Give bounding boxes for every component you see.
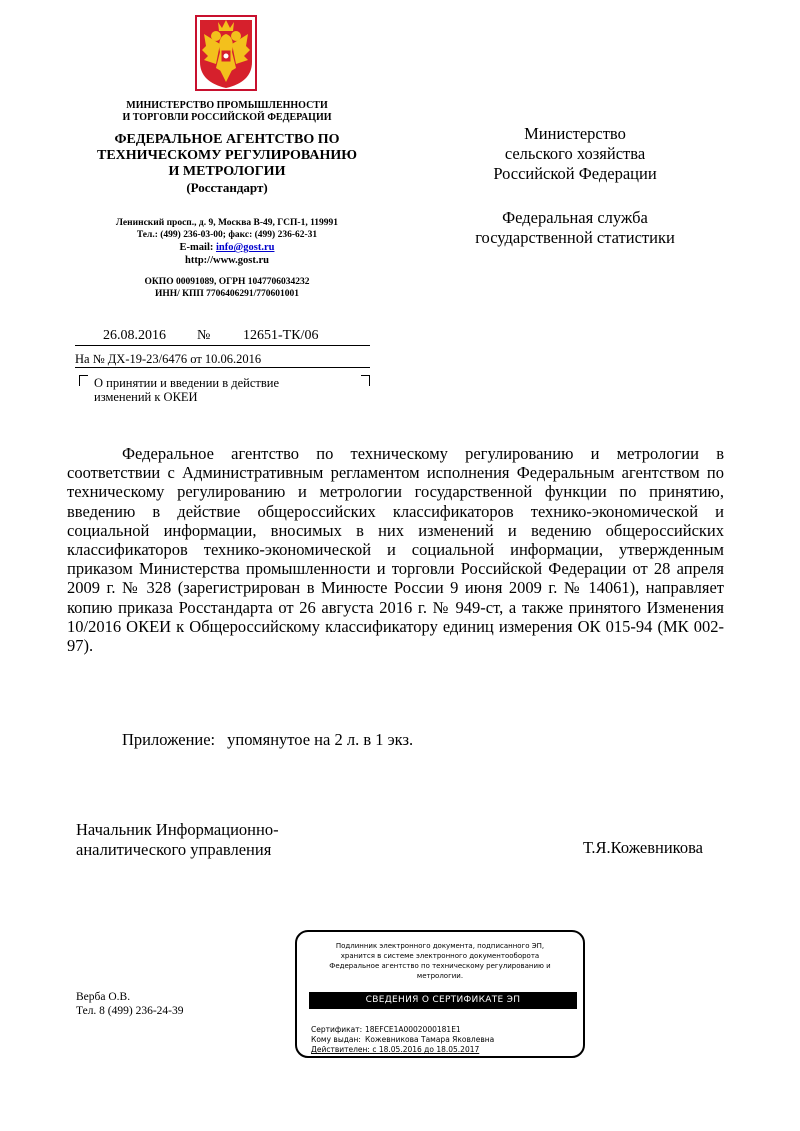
coat-of-arms-emblem-icon: [190, 12, 262, 96]
sender-contacts: [62, 217, 392, 267]
signer-position: [76, 820, 279, 860]
sender-codes: [62, 276, 392, 300]
document-number: 12651-ТК/06: [243, 328, 319, 343]
recipient-line: Российской Федерации: [493, 164, 657, 183]
issued-row: [311, 1035, 494, 1045]
reference-number: ДХ-19-23/6476 от 10.06.2016: [107, 352, 262, 366]
executor-phone: Тел. 8 (499) 236-24-39: [76, 1005, 184, 1017]
stamp-text-line: Федеральное агентство по техническому регулированию и: [329, 962, 551, 970]
attachment-value: упомянутое на 2 л. в 1 экз.: [227, 730, 414, 749]
attachment-label: Приложение:: [122, 730, 216, 749]
number-sign: №: [197, 328, 211, 343]
reference-label: На №: [75, 352, 105, 366]
certificate-row: [311, 1025, 494, 1035]
agency-short-name: (Росстандарт): [186, 180, 268, 195]
certificate-info-bar: СВЕДЕНИЯ О СЕРТИФИКАТЕ ЭП: [309, 992, 577, 1009]
document-date: 26.08.2016: [103, 328, 166, 343]
certificate-details: [311, 1025, 494, 1055]
certificate-label: Сертификат:: [311, 1025, 363, 1034]
recipient-line: сельского хозяйства: [504, 144, 646, 163]
certificate-value: 18EFCE1A0002000181E1: [365, 1025, 461, 1034]
recipient-line: Федеральная служба: [502, 208, 648, 227]
recipient-statistics-service: [450, 208, 700, 248]
agency-line-3: И МЕТРОЛОГИИ: [168, 164, 286, 179]
reference-line: [75, 352, 370, 368]
ministry-name: [62, 100, 392, 124]
agency-line-2: ТЕХНИЧЕСКОМУ РЕГУЛИРОВАНИЮ: [97, 148, 357, 163]
position-line: Начальник Информационно-: [76, 820, 279, 839]
okpo-ogrn: ОКПО 00091089, ОГРН 1047706034232: [144, 277, 310, 287]
sender-email-line: [62, 241, 392, 254]
agency-line-1: ФЕДЕРАЛЬНОЕ АГЕНТСТВО ПО: [114, 132, 340, 147]
sender-phone: Тел.: (499) 236-03-00; факс: (499) 236-62-31: [136, 230, 318, 240]
validity-period: Действителен: с 18.05.2016 до 18.05.2017: [311, 1045, 480, 1054]
e-signature-stamp: [295, 930, 585, 1058]
agency-name: [62, 132, 392, 196]
email-label: E-mail:: [179, 242, 216, 253]
executor-name: Верба О.В.: [76, 991, 131, 1003]
inn-kpp: ИНН/ КПП 7706406291/770601001: [154, 289, 300, 299]
registration-line: [75, 328, 370, 346]
issued-label: Кому выдан:: [311, 1035, 361, 1044]
subject-line: О принятии и введении в действие: [94, 376, 279, 390]
ministry-line-2: И ТОРГОВЛИ РОССИЙСКОЙ ФЕДЕРАЦИИ: [122, 112, 332, 123]
attachment-line: [122, 730, 413, 750]
recipient-ministry: [450, 124, 700, 184]
ministry-line-1: МИНИСТЕРСТВО ПРОМЫШЛЕННОСТИ: [126, 100, 328, 111]
stamp-description: [305, 941, 575, 981]
recipient-line: государственной статистики: [475, 228, 675, 247]
stamp-text-line: хранится в системе электронного документооборота: [340, 952, 540, 960]
stamp-text-line: Подлинник электронного документа, подписанного ЭП,: [335, 942, 545, 950]
sender-website: http://www.gost.ru: [184, 255, 269, 266]
document-subject: [94, 376, 334, 404]
subject-line: изменений к ОКЕИ: [94, 390, 198, 404]
executor-info: [76, 990, 184, 1018]
stamp-text-line: метрологии.: [416, 972, 464, 980]
signer-name: Т.Я.Кожевникова: [583, 838, 703, 857]
position-line: аналитического управления: [76, 840, 272, 859]
letter-body: Федеральное агентство по техническому регулированию и метрологии в соответствии с Административным регламентом исполнения Федеральным агентством по техническому регулированию и метрологии государственной функции по принятию, введению в действие общероссийских классификаторов технико-экономической и социальной информации, вносимых в них изменений и ведению общероссийских классификаторов технико-экономической и социальной информации, утвержденным приказом Министерства промышленности и торговли Российской Федерации от 28 апреля 2009 г. № 328 (зарегистрирован в Минюсте России 9 июня 2009 г. № 14061), направляет копию приказа Росстандарта от 26 августа 2016 г. № 949-ст, а также принятого Изменения 10/2016 ОКЕИ к Общероссийскому классификатору единиц измерения ОК 015-94 (МК 002-97).: [67, 444, 724, 656]
recipient-line: Министерство: [524, 124, 626, 143]
subject-corner-right: [361, 375, 370, 386]
sender-address: Ленинский просп., д. 9, Москва В-49, ГСП-1, 119991: [115, 218, 339, 228]
subject-corner-left: [79, 375, 88, 386]
issued-value: Кожевникова Тамара Яковлевна: [365, 1035, 495, 1044]
email-link[interactable]: info@gost.ru: [215, 242, 275, 253]
